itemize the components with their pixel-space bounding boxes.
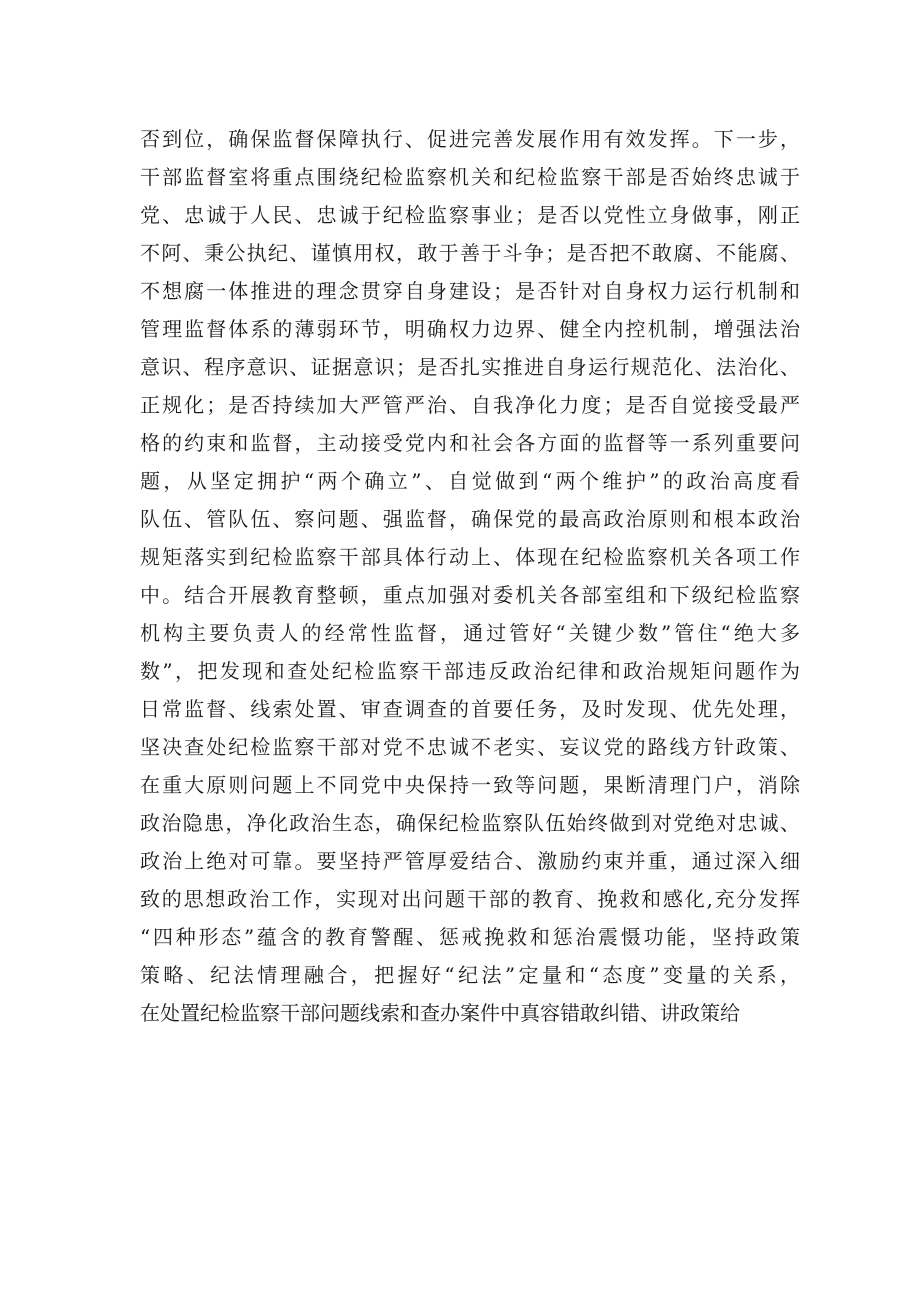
text-line-23: 策略、纪法情理融合，把握好“纪法”定量和“态度”变量的关系， [140,963,800,987]
text-line-22: “四种形态”蕴含的教育警醒、惩戒挽救和惩治震慑功能，坚持政策 [140,925,800,949]
text-line-1: 否到位，确保监督保障执行、促进完善发展作用有效发挥。下一步， [140,127,800,151]
text-line-17: 坚决查处纪检监察干部对党不忠诚不老实、妄议党的路线方针政策、 [140,735,800,759]
text-line-7: 意识、程序意识、证据意识；是否扎实推进自身运行规范化、法治化、 [140,355,800,379]
text-line-15: 数”，把发现和查处纪检监察干部违反政治纪律和政治规矩问题作为 [140,659,800,683]
text-line-24: 在处置纪检监察干部问题线索和查办案件中真容错敢纠错、讲政策给 [140,1001,740,1025]
text-line-16: 日常监督、线索处置、审查调查的首要任务，及时发现、优先处理， [140,697,800,721]
text-line-8: 正规化；是否持续加大严管严治、自我净化力度；是否自觉接受最严 [140,393,800,417]
text-line-3: 党、忠诚于人民、忠诚于纪检监察事业；是否以党性立身做事，刚正 [140,203,800,227]
text-line-13: 中。结合开展教育整顿，重点加强对委机关各部室组和下级纪检监察 [140,583,800,607]
text-line-11: 队伍、管队伍、察问题、强监督，确保党的最高政治原则和根本政治 [140,507,800,531]
text-line-14: 机构主要负责人的经常性监督，通过管好“关键少数”管住“绝大多 [140,621,800,645]
text-line-6: 管理监督体系的薄弱环节，明确权力边界、健全内控机制，增强法治 [140,317,800,341]
body-text [140,120,800,1032]
text-line-19: 政治隐患，净化政治生态，确保纪检监察队伍始终做到对党绝对忠诚、 [140,811,800,835]
text-line-21: 致的思想政治工作，实现对出问题干部的教育、挽救和感化,充分发挥 [140,887,800,911]
text-line-12: 规矩落实到纪检监察干部具体行动上、体现在纪检监察机关各项工作 [140,545,800,569]
text-line-9: 格的约束和监督，主动接受党内和社会各方面的监督等一系列重要问 [140,431,800,455]
text-line-4: 不阿、秉公执纪、谨慎用权，敢于善于斗争；是否把不敢腐、不能腐、 [140,241,800,265]
text-line-20: 政治上绝对可靠。要坚持严管厚爱结合、激励约束并重，通过深入细 [140,849,800,873]
text-line-5: 不想腐一体推进的理念贯穿自身建设；是否针对自身权力运行机制和 [140,279,800,303]
text-line-2: 干部监督室将重点围绕纪检监察机关和纪检监察干部是否始终忠诚于 [140,165,800,189]
text-line-10: 题，从坚定拥护“两个确立”、自觉做到“两个维护”的政治高度看 [140,469,800,493]
text-line-18: 在重大原则问题上不同党中央保持一致等问题，果断清理门户，消除 [140,773,800,797]
